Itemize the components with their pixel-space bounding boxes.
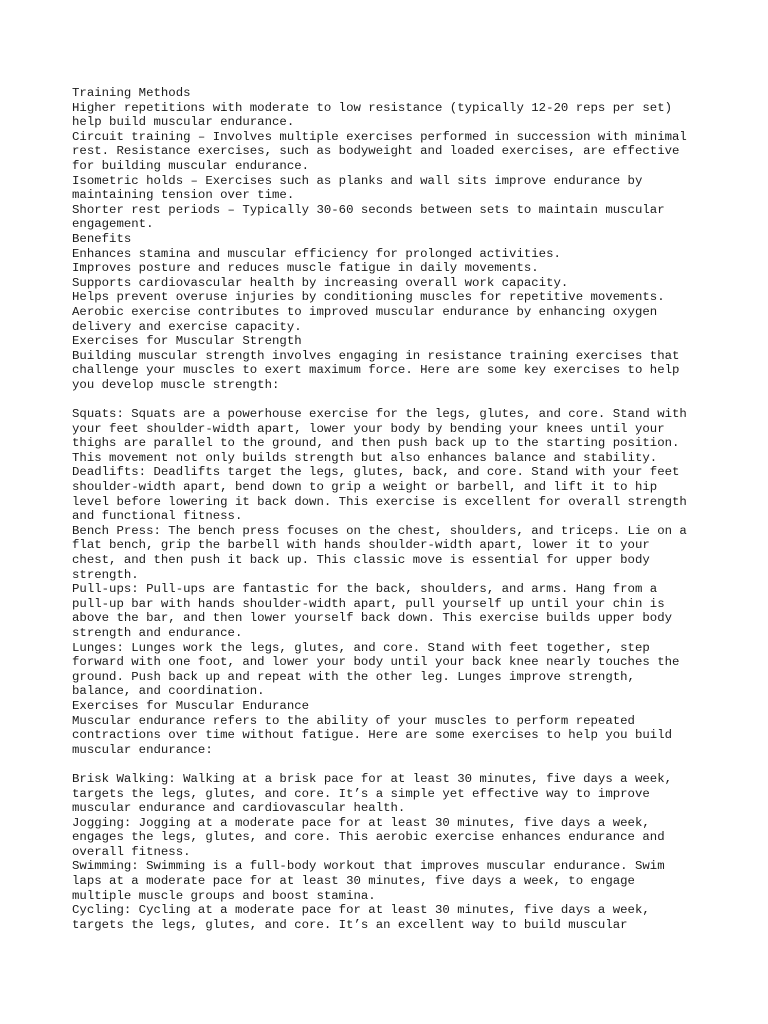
text-line: challenge your muscles to exert maximum force. Here are some key exercises to help [72, 363, 680, 378]
text-line: your feet shoulder-width apart, lower your body by bending your knees until your [72, 421, 665, 436]
text-line: balance, and coordination. [72, 684, 265, 699]
text-line: contractions over time without fatigue. Here are some exercises to help you build [72, 728, 673, 743]
text-line: muscular endurance: [72, 742, 213, 757]
text-line: level before lowering it back down. This exercise is excellent for overall strength [72, 494, 687, 509]
text-line: Helps prevent overuse injuries by conditioning muscles for repetitive movements. [72, 290, 665, 305]
text-line: rest. Resistance exercises, such as bodyweight and loaded exercises, are effective [72, 144, 680, 159]
text-line: targets the legs, glutes, and core. It’s an excellent way to build muscular [72, 917, 628, 932]
text-line: for building muscular endurance. [72, 158, 310, 173]
blank-line [72, 392, 712, 407]
text-line: Supports cardiovascular health by increasing overall work capacity. [72, 275, 569, 290]
text-line: This movement not only builds strength but also enhances balance and stability. [72, 450, 658, 465]
text-line: pull-up bar with hands shoulder-width apart, pull yourself up until your chin is [72, 596, 665, 611]
text-line: maintaining tension over time. [72, 188, 295, 203]
text-line: Aerobic exercise contributes to improved muscular endurance by enhancing oxygen [72, 304, 658, 319]
text-line: Exercises for Muscular Endurance [72, 698, 310, 713]
text-line: Isometric holds – Exercises such as planks and wall sits improve endurance by [72, 173, 643, 188]
text-line: multiple muscle groups and boost stamina. [72, 888, 376, 903]
text-line: Brisk Walking: Walking at a brisk pace for at least 30 minutes, five days a week, [72, 771, 673, 786]
text-line: help build muscular endurance. [72, 115, 295, 130]
text-line: above the bar, and then lower yourself back down. This exercise builds upper body [72, 611, 673, 626]
text-line: Jogging: Jogging at a moderate pace for at least 30 minutes, five days a week, [72, 815, 650, 830]
text-line: Squats: Squats are a powerhouse exercise for the legs, glutes, and core. Stand with [72, 407, 687, 422]
text-line: forward with one foot, and lower your body until your back knee nearly touches the [72, 655, 680, 670]
text-line: you develop muscle strength: [72, 377, 280, 392]
text-line: Exercises for Muscular Strength [72, 334, 302, 349]
text-line: Improves posture and reduces muscle fatigue in daily movements. [72, 261, 539, 276]
text-line: chest, and then push it back up. This classic move is essential for upper body [72, 553, 650, 567]
text-line: overall fitness. [72, 844, 191, 859]
text-line: laps at a moderate pace for at least 30 minutes, five days a week, to engage [72, 874, 635, 889]
text-line: Swimming: Swimming is a full-body workout that improves muscular endurance. Swim [72, 859, 665, 874]
text-line: thighs are parallel to the ground, and then push back up to the starting position. [72, 436, 680, 451]
text-line: Circuit training – Involves multiple exercises performed in succession with minimal [72, 129, 687, 144]
text-line: Building muscular strength involves engaging in resistance training exercises that [72, 348, 680, 363]
text-line: delivery and exercise capacity. [72, 319, 302, 334]
text-line: and functional fitness. [72, 509, 243, 524]
text-line: muscular endurance and cardiovascular health. [72, 801, 406, 816]
text-line: Cycling: Cycling at a moderate pace for at least 30 minutes, five days a week, [72, 903, 650, 918]
text-line: Bench Press: The bench press focuses on the chest, shoulders, and triceps. Lie on a [72, 523, 687, 538]
text-line: strength and endurance. [72, 625, 243, 640]
text-line: targets the legs, glutes, and core. It’s a simple yet effective way to improve [72, 786, 650, 801]
text-line: Enhances stamina and muscular efficiency for prolonged activities. [72, 246, 561, 261]
text-line: flat bench, grip the barbell with hands shoulder-width apart, lower it to your [72, 538, 650, 553]
text-line: strength. [72, 567, 139, 582]
text-line: Muscular endurance refers to the ability of your muscles to perform repeated [72, 713, 635, 728]
text-line: Shorter rest periods – Typically 30-60 seconds between sets to maintain muscular [72, 202, 665, 217]
text-line: Pull-ups: Pull-ups are fantastic for the back, shoulders, and arms. Hang from a [72, 582, 658, 597]
text-line: Lunges: Lunges work the legs, glutes, and core. Stand with feet together, step [72, 640, 650, 655]
text-line: engages the legs, glutes, and core. This aerobic exercise enhances endurance and [72, 830, 665, 845]
text-line: Higher repetitions with moderate to low resistance (typically 12-20 reps per set) [72, 100, 673, 115]
text-line: ground. Push back up and repeat with the other leg. Lunges improve strength, [72, 669, 635, 684]
blank-line [72, 757, 712, 772]
text-line: shoulder-width apart, bend down to grip a weight or barbell, and lift it to hip [72, 480, 658, 495]
text-line: Deadlifts: Deadlifts target the legs, glutes, back, and core. Stand with your feet [72, 465, 680, 480]
document-page [72, 86, 712, 932]
text-line: Training Methods [72, 86, 191, 100]
text-line: engagement. [72, 217, 154, 232]
text-line: Benefits [72, 231, 132, 246]
